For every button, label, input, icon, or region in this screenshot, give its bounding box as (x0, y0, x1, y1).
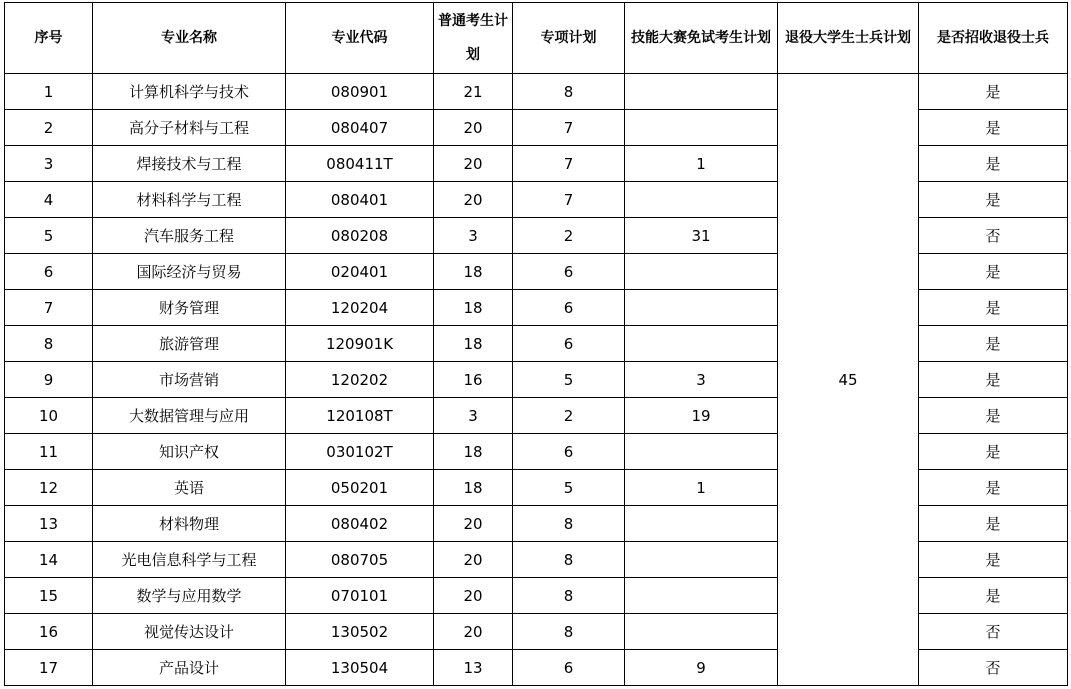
cell-special: 7 (513, 146, 625, 182)
cell-regular: 20 (434, 110, 513, 146)
cell-name: 焊接技术与工程 (93, 146, 286, 182)
cell-skill (625, 542, 778, 578)
cell-name: 材料科学与工程 (93, 182, 286, 218)
table-header-row (5, 3, 1068, 74)
cell-name: 旅游管理 (93, 326, 286, 362)
header-cell-regular: 普通考生计划 (434, 3, 513, 74)
cell-skill (625, 578, 778, 614)
cell-no: 13 (5, 506, 93, 542)
cell-skill (625, 254, 778, 290)
table-row (5, 74, 1068, 110)
cell-special: 6 (513, 434, 625, 470)
cell-special: 8 (513, 614, 625, 650)
cell-name: 产品设计 (93, 650, 286, 686)
header-cell-no: 序号 (5, 3, 93, 74)
cell-regular: 16 (434, 362, 513, 398)
cell-accept: 否 (919, 614, 1068, 650)
cell-no: 12 (5, 470, 93, 506)
cell-special: 6 (513, 326, 625, 362)
cell-code: 080402 (286, 506, 434, 542)
cell-no: 8 (5, 326, 93, 362)
cell-no: 5 (5, 218, 93, 254)
cell-code: 130502 (286, 614, 434, 650)
cell-no: 9 (5, 362, 93, 398)
cell-accept: 是 (919, 506, 1068, 542)
cell-regular: 21 (434, 74, 513, 110)
cell-name: 国际经济与贸易 (93, 254, 286, 290)
cell-name: 汽车服务工程 (93, 218, 286, 254)
cell-regular: 20 (434, 614, 513, 650)
cell-special: 5 (513, 362, 625, 398)
cell-code: 120901K (286, 326, 434, 362)
cell-accept: 否 (919, 650, 1068, 686)
cell-no: 17 (5, 650, 93, 686)
cell-accept: 是 (919, 110, 1068, 146)
cell-name: 高分子材料与工程 (93, 110, 286, 146)
table-body (5, 74, 1068, 686)
cell-regular: 18 (434, 326, 513, 362)
cell-skill (625, 506, 778, 542)
cell-no: 14 (5, 542, 93, 578)
cell-special: 7 (513, 110, 625, 146)
cell-accept: 是 (919, 578, 1068, 614)
cell-skill (625, 110, 778, 146)
cell-name: 数学与应用数学 (93, 578, 286, 614)
cell-regular: 20 (434, 146, 513, 182)
cell-accept: 是 (919, 254, 1068, 290)
cell-no: 4 (5, 182, 93, 218)
cell-name: 财务管理 (93, 290, 286, 326)
cell-regular: 20 (434, 542, 513, 578)
cell-code: 080208 (286, 218, 434, 254)
cell-no: 3 (5, 146, 93, 182)
header-cell-special: 专项计划 (513, 3, 625, 74)
cell-skill (625, 290, 778, 326)
cell-code: 120202 (286, 362, 434, 398)
cell-special: 6 (513, 650, 625, 686)
cell-skill (625, 614, 778, 650)
cell-no: 15 (5, 578, 93, 614)
cell-code: 020401 (286, 254, 434, 290)
cell-name: 市场营销 (93, 362, 286, 398)
cell-no: 1 (5, 74, 93, 110)
cell-no: 7 (5, 290, 93, 326)
cell-code: 080901 (286, 74, 434, 110)
cell-accept: 是 (919, 362, 1068, 398)
enrollment-plan-table (4, 2, 1068, 686)
cell-name: 材料物理 (93, 506, 286, 542)
cell-regular: 18 (434, 470, 513, 506)
cell-regular: 20 (434, 182, 513, 218)
cell-name: 视觉传达设计 (93, 614, 286, 650)
header-cell-code: 专业代码 (286, 3, 434, 74)
cell-accept: 否 (919, 218, 1068, 254)
cell-no: 16 (5, 614, 93, 650)
cell-name: 知识产权 (93, 434, 286, 470)
cell-accept: 是 (919, 434, 1068, 470)
cell-code: 130504 (286, 650, 434, 686)
cell-special: 2 (513, 398, 625, 434)
cell-code: 070101 (286, 578, 434, 614)
cell-special: 8 (513, 578, 625, 614)
cell-accept: 是 (919, 470, 1068, 506)
cell-special: 8 (513, 542, 625, 578)
header-cell-veteran: 退役大学生士兵计划 (778, 3, 919, 74)
cell-accept: 是 (919, 542, 1068, 578)
cell-skill (625, 74, 778, 110)
cell-name: 光电信息科学与工程 (93, 542, 286, 578)
cell-regular: 18 (434, 290, 513, 326)
cell-special: 5 (513, 470, 625, 506)
cell-special: 6 (513, 290, 625, 326)
cell-regular: 20 (434, 578, 513, 614)
cell-accept: 是 (919, 398, 1068, 434)
cell-code: 080411T (286, 146, 434, 182)
cell-name: 英语 (93, 470, 286, 506)
header-cell-name: 专业名称 (93, 3, 286, 74)
cell-no: 6 (5, 254, 93, 290)
cell-regular: 18 (434, 434, 513, 470)
cell-skill: 1 (625, 470, 778, 506)
cell-skill (625, 326, 778, 362)
cell-no: 11 (5, 434, 93, 470)
cell-code: 080407 (286, 110, 434, 146)
cell-no: 2 (5, 110, 93, 146)
cell-regular: 3 (434, 398, 513, 434)
cell-no: 10 (5, 398, 93, 434)
cell-accept: 是 (919, 326, 1068, 362)
cell-skill: 1 (625, 146, 778, 182)
cell-accept: 是 (919, 146, 1068, 182)
cell-regular: 3 (434, 218, 513, 254)
cell-skill: 9 (625, 650, 778, 686)
cell-skill (625, 434, 778, 470)
cell-skill (625, 182, 778, 218)
cell-regular: 18 (434, 254, 513, 290)
cell-code: 080401 (286, 182, 434, 218)
cell-veteran-total: 45 (778, 74, 919, 686)
cell-accept: 是 (919, 74, 1068, 110)
cell-code: 050201 (286, 470, 434, 506)
cell-accept: 是 (919, 290, 1068, 326)
cell-code: 080705 (286, 542, 434, 578)
cell-special: 8 (513, 74, 625, 110)
cell-code: 030102T (286, 434, 434, 470)
cell-special: 7 (513, 182, 625, 218)
cell-name: 计算机科学与技术 (93, 74, 286, 110)
cell-accept: 是 (919, 182, 1068, 218)
cell-regular: 20 (434, 506, 513, 542)
cell-special: 8 (513, 506, 625, 542)
cell-skill: 19 (625, 398, 778, 434)
cell-name: 大数据管理与应用 (93, 398, 286, 434)
cell-special: 2 (513, 218, 625, 254)
cell-special: 6 (513, 254, 625, 290)
cell-code: 120108T (286, 398, 434, 434)
cell-skill: 3 (625, 362, 778, 398)
header-cell-accept: 是否招收退役士兵 (919, 3, 1068, 74)
cell-regular: 13 (434, 650, 513, 686)
cell-skill: 31 (625, 218, 778, 254)
cell-code: 120204 (286, 290, 434, 326)
header-cell-skill: 技能大赛免试考生计划 (625, 3, 778, 74)
